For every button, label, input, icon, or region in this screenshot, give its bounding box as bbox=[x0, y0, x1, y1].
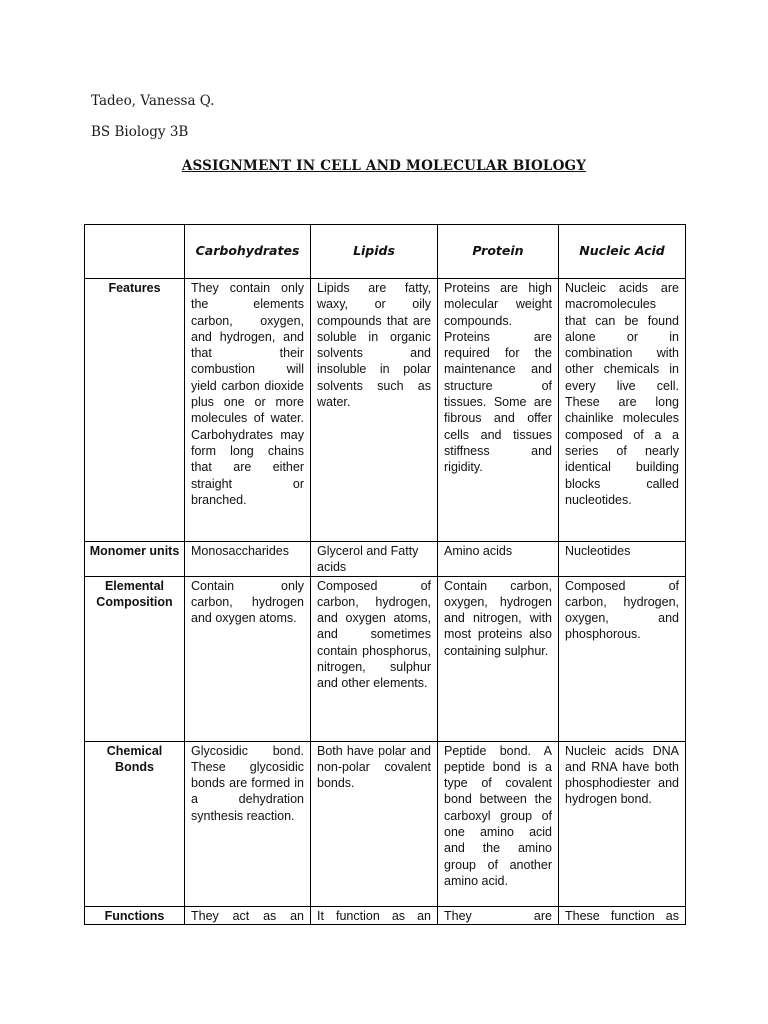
row-label-functions: Functions bbox=[85, 906, 185, 924]
cell-functions-protein-text: They are bbox=[444, 908, 552, 923]
author-name: Tadeo, Vanessa Q. bbox=[91, 93, 215, 109]
cell-functions-lipids-text: It function as an bbox=[317, 908, 431, 923]
cell-elemental-carbohydrates: Contain only carbon, hydrogen and oxygen atoms. bbox=[185, 576, 311, 741]
table-row-features bbox=[85, 279, 686, 542]
row-label-monomer-units: Monomer units bbox=[85, 542, 185, 577]
table-header-row bbox=[85, 225, 686, 279]
row-label-elemental-composition: Elemental Composition bbox=[85, 576, 185, 741]
table-row-monomer-units bbox=[85, 542, 686, 577]
header-cell-empty bbox=[85, 225, 185, 279]
cell-features-lipids: Lipids are fatty, waxy, or oily compounds that are soluble in organic solvents and insoluble in polar solvents such as water. bbox=[311, 279, 438, 542]
cell-functions-nucleic-acid-text: These function as bbox=[565, 908, 679, 923]
cell-monomer-lipids: Glycerol and Fatty acids bbox=[311, 542, 438, 577]
cell-elemental-nucleic-acid: Composed of carbon, hydrogen, oxygen, and phosphorous. bbox=[559, 576, 686, 741]
document-title: ASSIGNMENT IN CELL AND MOLECULAR BIOLOGY bbox=[181, 158, 587, 174]
cell-monomer-protein: Amino acids bbox=[438, 542, 559, 577]
cell-elemental-protein: Contain carbon, oxygen, hydrogen and nitrogen, with most proteins also containing sulphur. bbox=[438, 576, 559, 741]
cell-bonds-protein: Peptide bond. A peptide bond is a type of covalent bond between the carboxyl group of one amino acid and the amino group of another amino acid. bbox=[438, 741, 559, 906]
table-row-functions bbox=[85, 906, 686, 924]
cell-bonds-carbohydrates: Glycosidic bond. These glycosidic bonds are formed in a dehydration synthesis reaction. bbox=[185, 741, 311, 906]
cell-functions-lipids bbox=[311, 906, 438, 924]
comparison-table bbox=[84, 224, 686, 925]
row-label-chemical-bonds: Chemical Bonds bbox=[85, 741, 185, 906]
cell-bonds-lipids: Both have polar and non-polar covalent bonds. bbox=[311, 741, 438, 906]
cell-functions-nucleic-acid bbox=[559, 906, 686, 924]
cell-bonds-nucleic-acid: Nucleic acids DNA and RNA have both phosphodiester and hydrogen bond. bbox=[559, 741, 686, 906]
table-row-elemental-composition bbox=[85, 576, 686, 741]
cell-functions-carbohydrates-text: They act as an bbox=[191, 908, 304, 923]
cell-features-carbohydrates: They contain only the elements carbon, oxygen, and hydrogen, and that their combustion will yield carbon dioxide plus one or more molecules of water. Carbohydrates may form long chains that are either straight or branched. bbox=[185, 279, 311, 542]
table-row-chemical-bonds bbox=[85, 741, 686, 906]
course-section: BS Biology 3B bbox=[91, 124, 189, 140]
cell-elemental-lipids: Composed of carbon, hydrogen, and oxygen atoms, and sometimes contain phosphorus, nitrogen, sulphur and other elements. bbox=[311, 576, 438, 741]
header-cell-carbohydrates: Carbohydrates bbox=[185, 225, 311, 279]
header-cell-lipids: Lipids bbox=[311, 225, 438, 279]
cell-monomer-carbohydrates: Monosaccharides bbox=[185, 542, 311, 577]
cell-features-nucleic-acid: Nucleic acids are macromolecules that can be found alone or in combination with other chemicals in every live cell. These are long chainlike molecules composed of a a series of nearly identical building blocks called nucleotides. bbox=[559, 279, 686, 542]
cell-monomer-nucleic-acid: Nucleotides bbox=[559, 542, 686, 577]
cell-features-protein: Proteins are high molecular weight compounds. Proteins are required for the maintenance and structure of tissues. Some are fibrous and offer cells and tissues stiffness and rigidity. bbox=[438, 279, 559, 542]
cell-functions-carbohydrates bbox=[185, 906, 311, 924]
cell-functions-protein bbox=[438, 906, 559, 924]
header-cell-nucleic-acid: Nucleic Acid bbox=[559, 225, 686, 279]
header-cell-protein: Protein bbox=[438, 225, 559, 279]
row-label-features: Features bbox=[85, 279, 185, 542]
